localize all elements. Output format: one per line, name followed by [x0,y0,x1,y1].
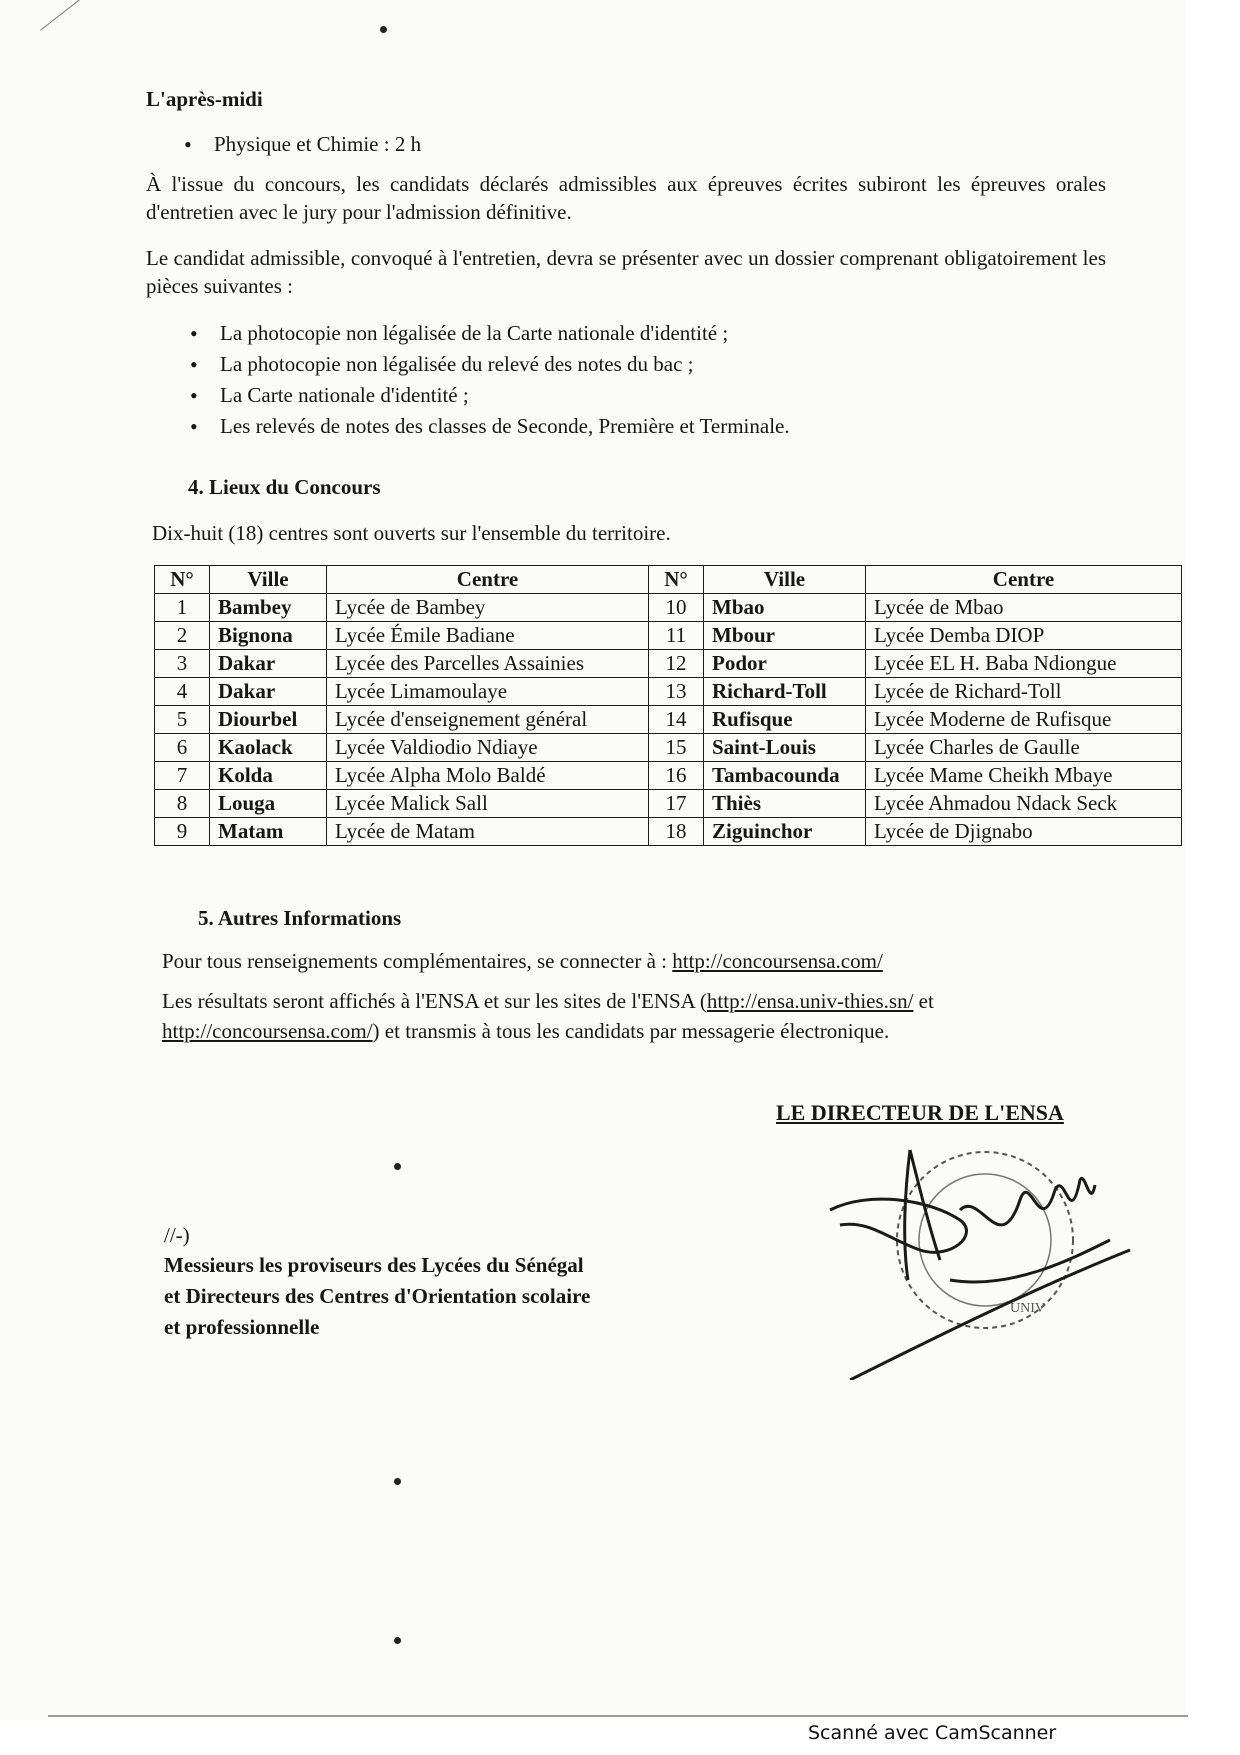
cell-num: 6 [155,734,210,762]
scan-dot [394,1637,401,1644]
cell-ville: Diourbel [210,706,327,734]
cell-centre: Lycée de Bambey [327,594,649,622]
cell-num: 12 [649,650,704,678]
stamp-text: UNIV [1010,1301,1045,1316]
recipients-line-3: et professionnelle [164,1315,320,1339]
scan-dot [394,1163,401,1170]
scan-dot [380,26,387,33]
header-ville: Ville [704,566,866,594]
table-row [155,790,1182,818]
cell-num: 7 [155,762,210,790]
concours-link-2[interactable]: http://concoursensa.com/ [162,1019,373,1043]
section4-intro: Dix-huit (18) centres sont ouverts sur l'ensemble du territoire. [152,521,671,545]
section5-title: 5. Autres Informations [198,906,402,930]
piece-item: • Les relevés de notes des classes de Seconde, Première et Terminale. [220,411,790,442]
info-line-3 [162,1018,889,1044]
cell-num: 5 [155,706,210,734]
cell-num: 10 [649,594,704,622]
scan-dot [394,1478,401,1485]
header-centre: Centre [866,566,1182,594]
cell-ville: Mbour [704,622,866,650]
cell-ville: Dakar [210,650,327,678]
paragraph-oral: À l'issue du concours, les candidats déclarés admissibles aux épreuves écrites subiront les épreuves orales d'entretien avec le jury pour l'admission définitive. [146,172,1106,224]
paragraph-dossier: Le candidat admissible, convoqué à l'entretien, devra se présenter avec un dossier comprenant obligatoirement les pièces suivantes : [146,246,1106,298]
cell-centre: Lycée Mame Cheikh Mbaye [866,762,1182,790]
camscanner-watermark: Scanné avec CamScanner [808,1722,1057,1744]
cell-num: 9 [155,818,210,846]
table-row [155,762,1182,790]
cell-ville: Kolda [210,762,327,790]
cell-num: 13 [649,678,704,706]
cell-centre: Lycée de Djignabo [866,818,1182,846]
cell-centre: Lycée d'enseignement général [327,706,649,734]
cell-ville: Podor [704,650,866,678]
table-row [155,706,1182,734]
cell-centre: Lycée Malick Sall [327,790,649,818]
cell-centre: Lycée Limamoulaye [327,678,649,706]
header-ville: Ville [210,566,327,594]
table-row [155,818,1182,846]
cell-centre: Lycée Alpha Molo Baldé [327,762,649,790]
page-bottom-edge [48,1715,1188,1717]
info-line-2-text: Les résultats seront affichés à l'ENSA et sur les sites de l'ENSA ( [162,989,707,1013]
cell-ville: Saint-Louis [704,734,866,762]
ensa-link[interactable]: http://ensa.univ-thies.sn/ [706,989,914,1013]
cell-ville: Bambey [210,594,327,622]
pieces-list [220,318,790,442]
cell-centre: Lycée EL H. Baba Ndiongue [866,650,1182,678]
cell-centre: Lycée Émile Badiane [327,622,649,650]
info-line-2 [162,988,934,1014]
afternoon-item: • Physique et Chimie : 2 h [214,129,421,160]
cell-centre: Lycée de Matam [327,818,649,846]
signature-drawing [810,1130,1150,1380]
cell-num: 4 [155,678,210,706]
cell-centre: Lycée Ahmadou Ndack Seck [866,790,1182,818]
cell-ville: Dakar [210,678,327,706]
cell-centre: Lycée des Parcelles Assainies [327,650,649,678]
piece-item: • La Carte nationale d'identité ; [220,380,790,411]
table-row [155,594,1182,622]
table-header-row [155,566,1182,594]
cell-ville: Tambacounda [704,762,866,790]
signature-stroke [850,1250,1130,1380]
stamp-circle [897,1152,1073,1328]
recipients-line-2: et Directeurs des Centres d'Orientation scolaire [164,1284,591,1308]
cell-ville: Mbao [704,594,866,622]
cell-centre: Lycée Charles de Gaulle [866,734,1182,762]
fold-crease [40,0,167,31]
cell-centre: Lycée de Richard-Toll [866,678,1182,706]
afternoon-list [214,129,421,160]
cell-num: 1 [155,594,210,622]
table-row [155,650,1182,678]
centres-table [154,565,1182,846]
cell-centre: Lycée Moderne de Rufisque [866,706,1182,734]
info-line-1-text: Pour tous renseignements complémentaires, se connecter à : [162,949,668,973]
cell-ville: Kaolack [210,734,327,762]
recipients-mark: //-) [164,1223,190,1247]
cell-centre: Lycée de Mbao [866,594,1182,622]
concours-link[interactable]: http://concoursensa.com/ [672,949,883,973]
afternoon-heading: L'après-midi [146,87,263,111]
recipients-line-1: Messieurs les proviseurs des Lycées du Sénégal [164,1253,584,1277]
table-row [155,678,1182,706]
table-row [155,734,1182,762]
info-line-1 [162,948,883,974]
header-centre: Centre [327,566,649,594]
cell-num: 17 [649,790,704,818]
stamp-inner-circle [919,1174,1051,1306]
cell-num: 11 [649,622,704,650]
piece-item: • La photocopie non légalisée de la Carte nationale d'identité ; [220,318,790,349]
cell-ville: Bignona [210,622,327,650]
info-line-3-text: ) et transmis à tous les candidats par messagerie électronique. [372,1019,890,1043]
header-num: N° [649,566,704,594]
cell-num: 18 [649,818,704,846]
director-title: LE DIRECTEUR DE L'ENSA [776,1100,1064,1125]
cell-centre: Lycée Valdiodio Ndiaye [327,734,649,762]
cell-num: 2 [155,622,210,650]
cell-ville: Matam [210,818,327,846]
signature-stamp [810,1130,1150,1380]
cell-ville: Ziguinchor [704,818,866,846]
signature-stroke [950,1240,1110,1282]
cell-num: 3 [155,650,210,678]
cell-num: 8 [155,790,210,818]
cell-ville: Richard-Toll [704,678,866,706]
info-line-2-tail: et [913,989,934,1013]
cell-ville: Louga [210,790,327,818]
cell-num: 14 [649,706,704,734]
cell-num: 15 [649,734,704,762]
cell-num: 16 [649,762,704,790]
cell-ville: Thiès [704,790,866,818]
section4-title: 4. Lieux du Concours [188,475,381,499]
piece-item: • La photocopie non légalisée du relevé des notes du bac ; [220,349,790,380]
header-num: N° [155,566,210,594]
signature-stroke [960,1178,1095,1225]
cell-centre: Lycée Demba DIOP [866,622,1182,650]
table-row [155,622,1182,650]
cell-ville: Rufisque [704,706,866,734]
